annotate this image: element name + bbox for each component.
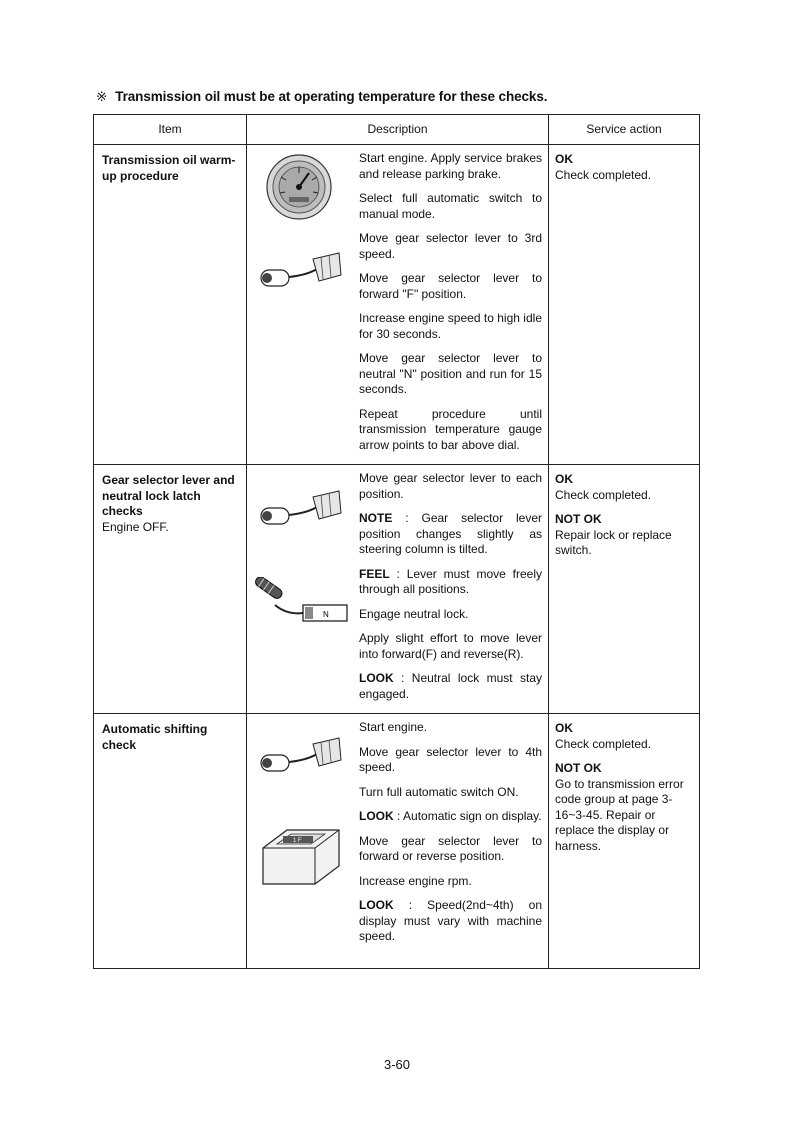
service-result <box>555 472 693 503</box>
service-cell <box>549 465 700 714</box>
step: FEEL : Lever must move freely through all positions. <box>359 566 542 596</box>
step: Move gear selector lever to forward or reverse position. <box>359 833 542 863</box>
item-title: Transmission oil warm-up procedure <box>102 153 236 183</box>
check-table <box>93 114 700 969</box>
step: Increase engine rpm. <box>359 873 472 888</box>
table-row <box>94 145 700 465</box>
service-status: OK <box>555 472 573 486</box>
step: LOOK : Automatic sign on display. <box>359 809 542 823</box>
step: Move gear selector lever to each position. <box>359 471 542 501</box>
step: Start engine. <box>359 720 428 734</box>
step-list <box>355 145 548 463</box>
service-cell <box>549 714 700 969</box>
step: Turn full automatic switch ON. <box>359 784 519 799</box>
step: Apply slight effort to move lever into forward(F) and reverse(R). <box>359 631 542 661</box>
step: Move gear selector lever to forward "F" position. <box>359 271 542 301</box>
header-description: Description <box>247 115 549 145</box>
description-cell <box>247 145 549 465</box>
step-list <box>355 465 548 712</box>
step: Move gear selector lever to 4th speed. <box>359 744 542 774</box>
step: LOOK : Neutral lock must stay engaged. <box>359 671 542 701</box>
service-status: OK <box>555 721 573 735</box>
item-cell <box>94 714 247 969</box>
step: Move gear selector lever to 3rd speed. <box>359 231 542 261</box>
gear-selector-lever-icon <box>247 730 355 790</box>
illustration <box>247 465 355 712</box>
page-number: 3-60 <box>383 1057 411 1072</box>
service-status: NOT OK <box>555 512 602 526</box>
step: Move gear selector lever to neutral "N" position and run for 15 seconds. <box>359 351 542 396</box>
gear-selector-lever-icon <box>247 483 355 543</box>
item-title: Automatic shifting check <box>102 722 208 752</box>
note-text: Transmission oil must be at operating temperature for these checks. <box>115 89 548 104</box>
service-result <box>555 761 693 854</box>
illustration <box>247 145 355 463</box>
service-text: Go to transmission error code group at page 3-16~3-45. Repair or replace the display or harness. <box>555 776 684 853</box>
step: Repeat procedure until transmission temperature gauge arrow points to bar above dial. <box>359 406 542 452</box>
step: Select full automatic switch to manual mode. <box>359 191 542 221</box>
item-cell <box>94 145 247 465</box>
display-readout: 1 F <box>293 838 302 844</box>
step: Start engine. Apply service brakes and release parking brake. <box>359 151 542 181</box>
service-cell <box>549 145 700 465</box>
gear-selector-lever-icon <box>247 245 355 305</box>
service-status: OK <box>555 152 573 166</box>
header-item: Item <box>94 115 247 145</box>
description-cell <box>247 465 549 714</box>
illustration <box>247 714 355 955</box>
service-text: Check completed. <box>555 487 652 502</box>
service-text: Repair lock or replace switch. <box>555 527 672 557</box>
lock-label: N <box>323 610 329 619</box>
step: LOOK : Speed(2nd~4th) on display must vary with machine speed. <box>359 898 542 943</box>
item-cell <box>94 465 247 714</box>
description-cell <box>247 714 549 969</box>
header-service-action: Service action <box>549 115 700 145</box>
service-status: NOT OK <box>555 761 602 775</box>
temperature-note <box>96 89 547 105</box>
neutral-lock-lever-icon <box>247 577 355 627</box>
step: NOTE : Gear selector lever position changes slightly as steering column is tilted. <box>359 511 542 556</box>
reference-mark: ※ <box>96 89 108 104</box>
service-result <box>555 512 693 559</box>
table-header-row <box>94 115 700 145</box>
item-subtitle: Engine OFF. <box>102 519 169 534</box>
service-result <box>555 721 693 752</box>
service-text: Check completed. <box>555 736 652 751</box>
step-list <box>355 714 548 955</box>
table-row <box>94 465 700 714</box>
cluster-display-icon <box>247 818 355 898</box>
step: Engage neutral lock. <box>359 606 469 621</box>
service-result <box>555 152 693 183</box>
step: Increase engine speed to high idle for 30 seconds. <box>359 311 542 341</box>
table-row <box>94 714 700 969</box>
item-title: Gear selector lever and neutral lock latch checks <box>102 473 235 518</box>
service-text: Check completed. <box>555 167 652 182</box>
